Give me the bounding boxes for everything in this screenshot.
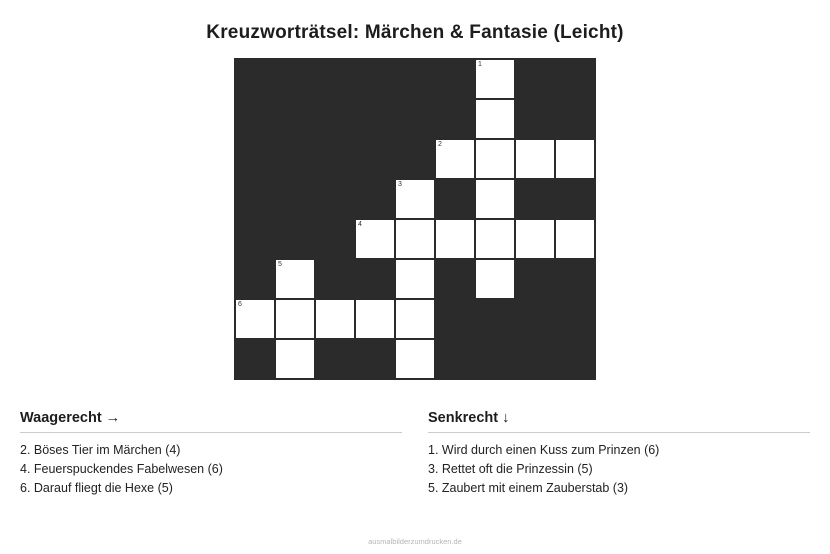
grid-cell-block	[435, 259, 475, 299]
across-clue-list	[20, 441, 402, 498]
grid-cell-open[interactable]	[435, 219, 475, 259]
grid-cell-open[interactable]	[555, 219, 595, 259]
grid-cell-block	[235, 139, 275, 179]
grid-cell-block	[515, 259, 555, 299]
grid-cell-block	[515, 339, 555, 379]
grid-cell-block	[315, 259, 355, 299]
grid-cell-block	[315, 59, 355, 99]
grid-cell-open[interactable]	[475, 219, 515, 259]
across-clue-item: 2. Böses Tier im Märchen (4)	[20, 443, 181, 457]
grid-cell-block	[315, 139, 355, 179]
grid-cell-block	[515, 299, 555, 339]
across-heading: Waagerecht →	[20, 410, 402, 433]
down-heading: Senkrecht ↓	[428, 410, 810, 433]
grid-cell-block	[555, 179, 595, 219]
grid-cell-block	[435, 179, 475, 219]
clues-section	[0, 410, 830, 498]
grid-cell-open[interactable]	[355, 299, 395, 339]
down-clues	[428, 410, 810, 498]
grid-cell-open[interactable]	[395, 219, 435, 259]
grid-cell-block	[235, 179, 275, 219]
down-clue-item: 1. Wird durch einen Kuss zum Prinzen (6)	[428, 443, 660, 457]
cell-number: 5	[278, 261, 282, 268]
grid-cell-block	[515, 99, 555, 139]
cell-number: 6	[238, 301, 242, 308]
grid-cell-block	[315, 339, 355, 379]
crossword-grid-container	[0, 58, 830, 380]
grid-cell-block	[435, 299, 475, 339]
grid-cell-open[interactable]	[315, 299, 355, 339]
grid-cell-block	[475, 299, 515, 339]
grid-cell-open[interactable]	[475, 259, 515, 299]
grid-cell-block	[275, 99, 315, 139]
grid-cell-open[interactable]	[235, 299, 275, 339]
grid-cell-open[interactable]	[275, 259, 315, 299]
grid-cell-block	[555, 99, 595, 139]
grid-cell-open[interactable]	[275, 299, 315, 339]
down-clue-item: 3. Rettet oft die Prinzessin (5)	[428, 462, 593, 476]
grid-cell-open[interactable]	[275, 339, 315, 379]
grid-cell-block	[395, 99, 435, 139]
grid-cell-block	[315, 179, 355, 219]
grid-cell-open[interactable]	[395, 299, 435, 339]
page-title: Kreuzworträtsel: Märchen & Fantasie (Leicht)	[206, 22, 624, 43]
grid-cell-open[interactable]	[475, 99, 515, 139]
grid-cell-block	[355, 339, 395, 379]
grid-cell-open[interactable]	[515, 139, 555, 179]
grid-cell-block	[355, 99, 395, 139]
grid-cell-open[interactable]	[395, 339, 435, 379]
grid-cell-block	[235, 99, 275, 139]
grid-cell-block	[435, 339, 475, 379]
grid-cell-block	[555, 59, 595, 99]
grid-cell-block	[555, 339, 595, 379]
grid-cell-block	[475, 339, 515, 379]
footer-watermark: ausmalbilderzumdrucken.de	[368, 537, 462, 546]
grid-cell-block	[555, 259, 595, 299]
cell-number: 1	[478, 61, 482, 68]
across-clue-item: 4. Feuerspuckendes Fabelwesen (6)	[20, 462, 223, 476]
grid-cell-open[interactable]	[475, 179, 515, 219]
down-clue-list	[428, 441, 810, 498]
grid-cell-block	[315, 219, 355, 259]
grid-cell-block	[275, 219, 315, 259]
grid-cell-block	[355, 139, 395, 179]
crossword-grid[interactable]	[234, 58, 596, 380]
grid-cell-block	[395, 139, 435, 179]
across-clue-item: 6. Darauf fliegt die Hexe (5)	[20, 481, 173, 495]
grid-cell-block	[395, 59, 435, 99]
grid-cell-block	[275, 179, 315, 219]
grid-cell-block	[515, 59, 555, 99]
cell-number: 3	[398, 181, 402, 188]
cell-number: 4	[358, 221, 362, 228]
cell-number: 2	[438, 141, 442, 148]
grid-cell-block	[275, 59, 315, 99]
grid-cell-open[interactable]	[515, 219, 555, 259]
grid-cell-block	[315, 99, 355, 139]
down-clue-item: 5. Zaubert mit einem Zauberstab (3)	[428, 481, 629, 495]
grid-cell-block	[555, 299, 595, 339]
grid-cell-block	[515, 179, 555, 219]
grid-cell-block	[275, 139, 315, 179]
grid-cell-block	[235, 339, 275, 379]
grid-cell-open[interactable]	[555, 139, 595, 179]
grid-cell-block	[355, 59, 395, 99]
grid-cell-open[interactable]	[475, 139, 515, 179]
grid-cell-open[interactable]	[395, 259, 435, 299]
grid-cell-block	[355, 179, 395, 219]
grid-cell-block	[355, 259, 395, 299]
grid-cell-block	[435, 99, 475, 139]
grid-cell-block	[235, 219, 275, 259]
grid-cell-block	[235, 259, 275, 299]
grid-cell-open[interactable]	[395, 179, 435, 219]
grid-cell-open[interactable]	[355, 219, 395, 259]
grid-cell-open[interactable]	[475, 59, 515, 99]
across-clues	[20, 410, 402, 498]
grid-cell-block	[235, 59, 275, 99]
grid-cell-open[interactable]	[435, 139, 475, 179]
grid-cell-block	[435, 59, 475, 99]
